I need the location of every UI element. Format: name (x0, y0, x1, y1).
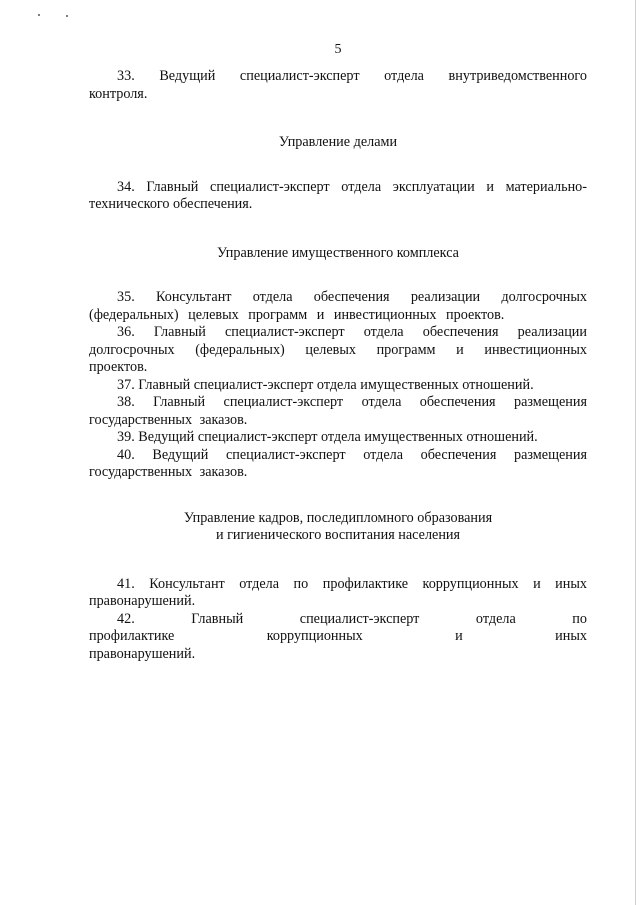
scan-speck (66, 15, 68, 17)
section-heading-affairs: Управление делами (278, 134, 398, 150)
list-item-38: 38. Главный специалист-эксперт отдела обеспечения размещения государственных заказов. (89, 394, 587, 428)
list-item-41: 41. Консультант отдела по профилактике коррупционных и иных правонарушений. (89, 575, 587, 609)
scan-edge (635, 0, 637, 905)
section-heading-property: Управление имущественного комплекса (217, 244, 459, 261)
section-heading-personnel-line2: и гигиенического воспитания населения (215, 527, 461, 543)
list-item-34: 34. Главный специалист-эксперт отдела эксплуатации и материально-технического обеспечения. (89, 178, 587, 212)
page-number: 5 (334, 42, 342, 57)
list-item-37: 37. Главный специалист-эксперт отдела имущественных отношений. (117, 376, 534, 393)
list-item-39: 39. Ведущий специалист-эксперт отдела имущественных отношений. (117, 429, 538, 445)
list-item-35: 35. Консультант отдела обеспечения реализации долгосрочных (федеральных) целевых программ и инвестиционных проектов. (89, 289, 587, 323)
section-heading-personnel-line1: Управление кадров, последипломного образования (183, 509, 493, 526)
list-item-33: 33. Ведущий специалист-эксперт отдела внутриведомственного контроля. (89, 68, 587, 102)
document-body (89, 68, 587, 663)
list-item-42: 42. Главный специалист-эксперт отдела по профилактике коррупционных и иных правонарушений. (89, 610, 587, 662)
scan-speck (38, 14, 40, 16)
list-item-40: 40. Ведущий специалист-эксперт отдела обеспечения размещения государственных заказов. (89, 446, 587, 480)
list-item-36: 36. Главный специалист-эксперт отдела обеспечения реализации долгосрочных (федеральных) целевых программ и инвестиционных проектов. (89, 324, 587, 375)
